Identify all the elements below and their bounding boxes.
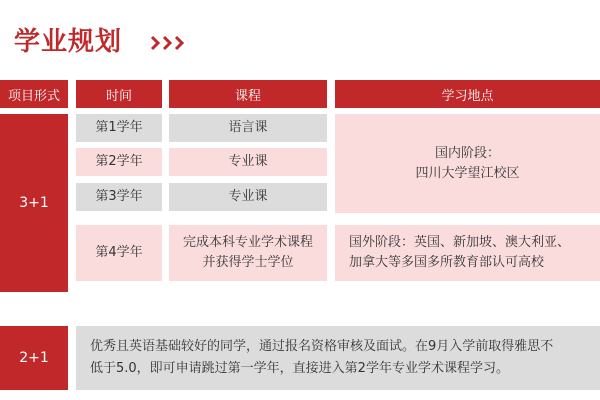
year-3: 第3学年 — [76, 183, 162, 211]
course-3: 专业课 — [169, 183, 327, 211]
course-4 — [169, 225, 327, 281]
chevron-decoration — [150, 34, 185, 52]
year-2: 第2学年 — [76, 148, 162, 176]
header-location: 学习地点 — [335, 80, 600, 108]
chevron-right-icon — [162, 34, 173, 52]
overseas-line1: 国外阶段：英国、新加坡、澳大利亚、 — [349, 235, 571, 250]
year-4: 第4学年 — [76, 225, 162, 281]
course-4-line2: 并获得学士学位 — [202, 255, 294, 270]
course-4-line1: 完成本科专业学术课程 — [182, 235, 313, 250]
overseas-line2: 加拿大等多国多所教育部认可高校 — [349, 255, 545, 270]
header-course: 课程 — [169, 80, 327, 108]
format-3-1: 3+1 — [0, 114, 68, 292]
header-format: 项目形式 — [0, 80, 68, 108]
desc-line1: 优秀且英语基础较好的同学，通过报名资格审核及面试。在9月入学前取得雅思不 — [90, 339, 554, 354]
year-1: 第1学年 — [76, 114, 162, 142]
chevron-right-icon — [150, 34, 161, 52]
page-title: 学业规划 — [14, 27, 123, 57]
format-2-1: 2+1 — [0, 326, 68, 390]
desc-line2: 低于5.0，即可申请跳过第一学年，直接进入第2学年专业学术课程学习。 — [90, 361, 509, 376]
domestic-campus: 四川大学望江校区 — [415, 165, 520, 181]
course-1: 语言课 — [169, 114, 327, 142]
overseas-location — [335, 225, 600, 281]
course-2: 专业课 — [169, 148, 327, 176]
plan-2-1-description — [76, 326, 600, 390]
domestic-location — [335, 114, 600, 213]
header-time: 时间 — [76, 80, 162, 108]
chevron-right-icon — [174, 34, 185, 52]
domestic-label: 国内阶段： — [434, 145, 500, 161]
